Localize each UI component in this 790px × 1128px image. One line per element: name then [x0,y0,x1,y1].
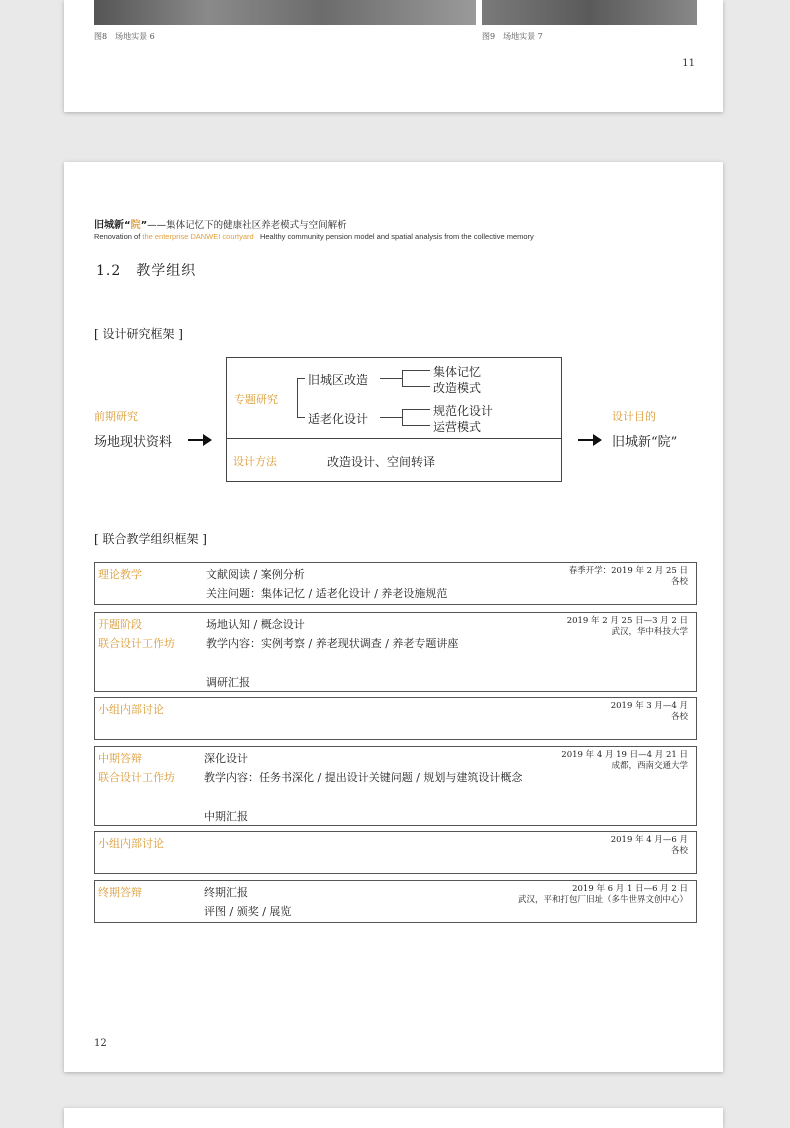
site-data-text: 场地现状资料 [94,435,173,450]
tree-line [297,378,305,379]
item-operation-mode: 运营模式 [433,420,482,434]
arrow-right-icon [188,439,210,441]
topic-label: 专题研究 [234,393,278,406]
method-label: 设计方法 [233,455,277,468]
page-number: 11 [682,58,695,69]
schedule-row: 终期答辩 终期汇报 评图 / 颁奖 / 展览 2019 年 6 月 1 日—6 月 2 日 武汉，平和打包厂旧址（多牛世界文创中心） [94,880,697,923]
method-text: 改造设计、空间转译 [327,455,436,469]
early-research-label: 前期研究 [94,410,138,423]
page-header-english: Renovation of the enterprise DANWEI courtyard Healthy community pension model and spatial analysis from the collective memory [94,232,534,241]
item-renovation-mode: 改造模式 [433,381,482,395]
page-number: 12 [94,1038,107,1049]
tree-line [402,425,430,426]
item-standard-design: 规范化设计 [433,404,494,418]
site-photo-7 [482,0,697,25]
next-page [64,1108,723,1128]
figure-caption: 图9 场地实景 7 [482,32,543,41]
tree-line [402,370,430,371]
site-photo-6 [94,0,476,25]
current-page [64,162,723,1072]
schedule-row: 小组内部讨论 2019 年 4 月—6 月 各校 [94,831,697,874]
tree-line [402,409,430,410]
tree-line [380,417,402,418]
tree-line [402,386,430,387]
divider [226,438,562,439]
schedule-row: 开题阶段 联合设计工作坊 场地认知 / 概念设计 教学内容：实例考察 / 养老现状调查 / 养老专题讲座 调研汇报 2019 年 2 月 25 日—3 月 2 日 武汉，华中科技大学 [94,612,697,692]
schedule-label: [ 联合教学组织框架 ] [94,532,207,546]
tree-line [402,370,403,386]
schedule-row: 小组内部讨论 2019 年 3 月—4 月 各校 [94,697,697,740]
branch-aging-design: 适老化设计 [308,412,369,426]
tree-line [297,378,298,417]
previous-page [64,0,723,112]
figure-caption: 图8 场地实景 6 [94,32,155,41]
branch-old-city: 旧城区改造 [308,373,369,387]
framework-label: [ 设计研究框架 ] [94,327,183,341]
section-title: 1.2 教学组织 [96,263,197,279]
tree-line [402,409,403,425]
schedule-row: 理论教学 文献阅读 / 案例分析 关注问题：集体记忆 / 适老化设计 / 养老设施规范 春季开学：2019 年 2 月 25 日 各校 [94,562,697,605]
arrow-right-icon [578,439,600,441]
schedule-row: 中期答辩 联合设计工作坊 深化设计 教学内容：任务书深化 / 提出设计关键问题 / 规划与建筑设计概念 中期汇报 2019 年 4 月 19 日—4 月 21 日 成都，西南交通大学 [94,746,697,826]
page-header-title: 旧城新“院”——集体记忆下的健康社区养老模式与空间解析 [94,220,347,231]
design-goal-text: 旧城新“院” [612,435,678,450]
design-goal-label: 设计目的 [612,410,656,423]
tree-line [297,417,305,418]
tree-line [380,378,402,379]
item-collective-memory: 集体记忆 [433,365,482,379]
